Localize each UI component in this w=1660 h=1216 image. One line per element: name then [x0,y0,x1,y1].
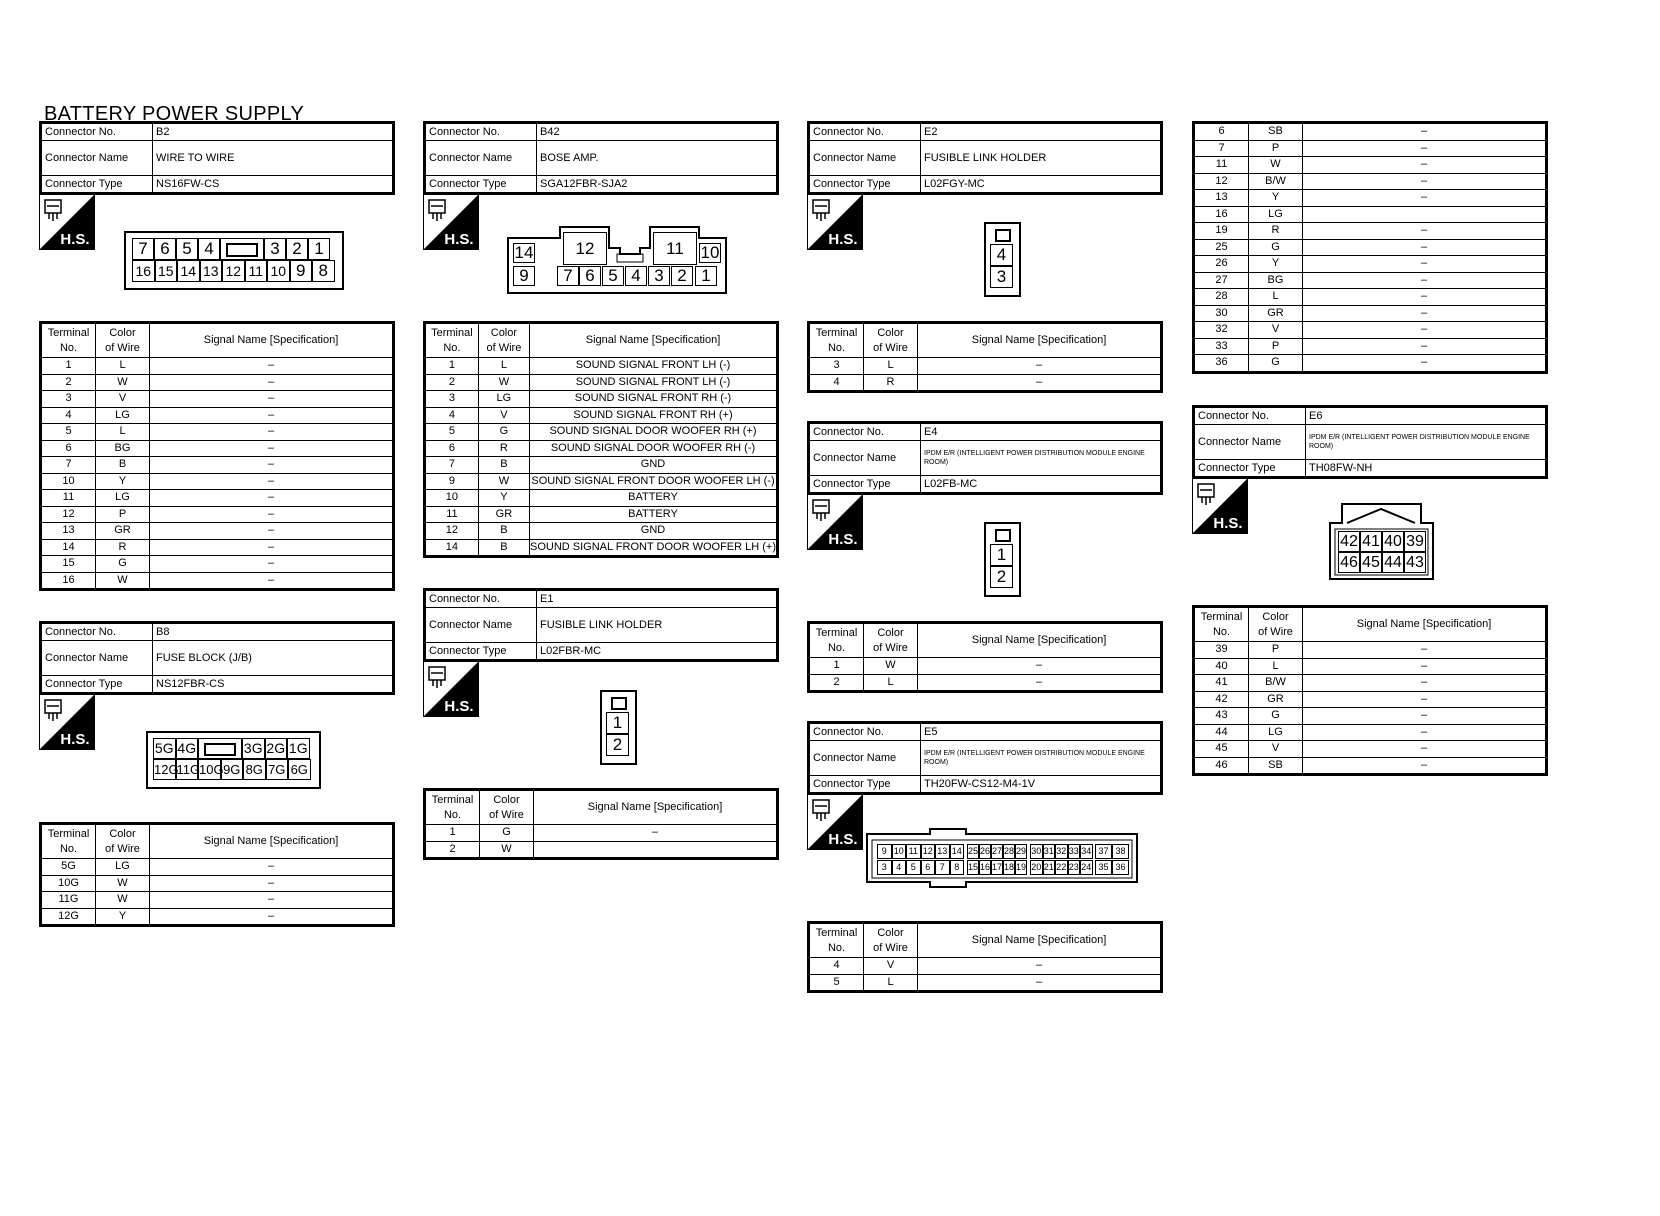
terminal-cell: 6 [579,266,601,286]
terminal-cell: 4 [198,238,220,260]
terminal-no-header: Terminal No. [426,324,479,358]
table-row: 10G W – [42,875,393,892]
table-row: 10 Y BATTERY [426,490,777,507]
key-slot [198,738,242,759]
hs-icon [423,661,479,717]
connector-no-label: Connector No. [1195,408,1306,425]
connector-face-e2 [984,222,1021,297]
terminal-cell: 5G [153,738,176,759]
signal-name-header: Signal Name [Specification] [918,324,1161,358]
connector-no-label: Connector No. [810,124,921,141]
connector-type-value: SGA12FBR-SJA2 [537,176,777,193]
info-b8 [39,621,395,695]
color-of-wire-header: Color of Wire [1249,608,1303,642]
terminal-no-header: Terminal No. [42,324,96,358]
signal-name-header: Signal Name [Specification] [1303,608,1546,642]
svg-text:H.S.: H.S. [60,731,90,748]
terminal-cell: 1 [308,238,330,260]
terminal-cell: 27 [991,844,1003,859]
connector-no-value: E6 [1306,408,1546,425]
terminal-table-b42 [423,321,779,558]
terminal-cell: 40 [1382,531,1404,552]
table-row: 7 B – [42,457,393,474]
table-row: 30 GR – [1195,305,1546,322]
terminal-cell: 7G [266,759,289,780]
signal-name-header: Signal Name [Specification] [918,924,1161,958]
table-row: 33 P – [1195,338,1546,355]
color-of-wire-header: Color of Wire [864,324,918,358]
terminal-cell: 9 [513,266,535,286]
table-row: 1 L SOUND SIGNAL FRONT LH (-) [426,358,777,375]
hs-icon [39,194,95,250]
terminal-cell: 16 [979,860,991,875]
signal-name-header: Signal Name [Specification] [150,324,393,358]
connector-type-value: NS12FBR-CS [153,676,393,693]
table-row: 14 R – [42,539,393,556]
terminal-cell: 12 [222,260,245,282]
terminal-cell: 10 [892,844,907,859]
terminal-cell: 1 [990,544,1013,566]
terminal-cell: 10G [198,759,221,780]
svg-text:H.S.: H.S. [828,531,858,548]
connector-no-value: E1 [537,591,777,608]
terminal-cell: 2G [265,738,288,759]
terminal-table-b2 [39,321,395,591]
table-row: 6 BG – [42,440,393,457]
terminal-cell: 23 [1068,860,1081,875]
terminal-cell: 2 [990,566,1013,588]
connector-name-value: IPDM E/R (INTELLIGENT POWER DISTRIBUTION MODULE ENGINE ROOM) [921,441,1161,476]
signal-name-header: Signal Name [Specification] [530,324,777,358]
table-row: 40 L – [1195,658,1546,675]
table-row: 3 V – [42,391,393,408]
table-row: 12G Y – [42,908,393,925]
terminal-table-e1 [423,788,779,860]
color-of-wire-header: Color of Wire [96,825,150,859]
connector-no-label: Connector No. [42,624,153,641]
terminal-table-b8 [39,822,395,927]
table-row: 11 LG – [42,490,393,507]
terminal-cell: 22 [1055,860,1068,875]
terminal-cell: 28 [1003,844,1015,859]
terminal-cell: 3 [990,266,1013,288]
table-row: 4 V – [810,958,1161,975]
connector-type-value: L02FBR-MC [537,643,777,660]
terminal-cell: 35 [1095,860,1112,875]
terminal-cell: 19 [1015,860,1027,875]
terminal-cell: 7 [557,266,579,286]
terminal-cell: 18 [1003,860,1015,875]
info-e6 [1192,405,1548,479]
key-slot [995,529,1011,542]
connector-name-value: WIRE TO WIRE [153,141,393,176]
terminal-cell: 3G [242,738,265,759]
connector-name-label: Connector Name [426,608,537,643]
table-row: 6 SB – [1195,124,1546,141]
terminal-no-header: Terminal No. [810,924,864,958]
terminal-cell: 30 [1030,844,1043,859]
terminal-cell: 4G [176,738,199,759]
table-row: 9 W SOUND SIGNAL FRONT DOOR WOOFER LH (-) [426,473,777,490]
connector-no-value: B42 [537,124,777,141]
table-row: 43 G – [1195,708,1546,725]
hs-icon [39,694,95,750]
terminal-cell: 21 [1043,860,1056,875]
terminal-cell: 34 [1080,844,1093,859]
connector-face-e1 [600,690,637,765]
table-row: 12 B GND [426,523,777,540]
connector-name-value: FUSE BLOCK (J/B) [153,641,393,676]
terminal-cell: 2 [606,734,629,756]
terminal-table-e5-continued [1192,121,1548,374]
info-e4 [807,421,1163,495]
svg-text:H.S.: H.S. [1213,515,1243,532]
table-row: 4 R – [810,374,1161,391]
table-row: 1 W – [810,658,1161,675]
connector-name-label: Connector Name [810,441,921,476]
signal-name-header: Signal Name [Specification] [150,825,393,859]
terminal-cell: 9 [877,844,892,859]
table-row: 39 P – [1195,642,1546,659]
terminal-cell: 5 [602,266,624,286]
connector-no-value: E5 [921,724,1161,741]
terminal-cell: 5 [906,860,921,875]
terminal-cell: 7 [132,238,154,260]
info-b42 [423,121,779,195]
terminal-cell: 16 [132,260,155,282]
table-row: 11 W – [1195,157,1546,174]
connector-type-value: L02FGY-MC [921,176,1161,193]
terminal-cell: 25 [967,844,979,859]
svg-text:H.S.: H.S. [828,231,858,248]
connector-type-label: Connector Type [42,176,153,193]
terminal-cell: 24 [1080,860,1093,875]
terminal-cell: 12 [563,232,607,265]
connector-type-label: Connector Type [42,676,153,693]
terminal-table-e5 [807,921,1163,993]
terminal-cell: 12 [921,844,936,859]
table-row: 5G LG – [42,859,393,876]
table-row: 12 P – [42,506,393,523]
table-row: 7 P – [1195,140,1546,157]
terminal-cell: 42 [1338,531,1360,552]
connector-type-label: Connector Type [426,643,537,660]
connector-type-value: NS16FW-CS [153,176,393,193]
terminal-cell: 4 [990,244,1013,266]
hs-icon [807,794,863,850]
table-row: 41 B/W – [1195,675,1546,692]
table-row: 26 Y – [1195,256,1546,273]
connector-no-label: Connector No. [426,124,537,141]
connector-no-value: E4 [921,424,1161,441]
terminal-cell: 14 [514,243,534,262]
table-row: 2 W [426,841,777,858]
terminal-no-header: Terminal No. [810,624,864,658]
terminal-cell: 2 [286,238,308,260]
connector-no-label: Connector No. [810,424,921,441]
terminal-cell: 46 [1338,552,1360,573]
color-of-wire-header: Color of Wire [96,324,150,358]
info-e2 [807,121,1163,195]
terminal-no-header: Terminal No. [810,324,864,358]
table-row: 27 BG – [1195,272,1546,289]
connector-name-label: Connector Name [810,741,921,776]
table-row: 10 Y – [42,473,393,490]
hs-icon [807,494,863,550]
connector-type-label: Connector Type [1195,460,1306,477]
signal-name-header: Signal Name [Specification] [534,791,777,825]
table-row: 2 L – [810,674,1161,691]
terminal-cell: 8 [950,860,965,875]
table-row: 4 LG – [42,407,393,424]
info-b2 [39,121,395,195]
terminal-cell: 9G [221,759,244,780]
table-row: 2 W SOUND SIGNAL FRONT LH (-) [426,374,777,391]
connector-face-b8 [146,731,321,789]
terminal-table-e2 [807,321,1163,393]
connector-face-e5 [866,828,1138,888]
table-row: 28 L – [1195,289,1546,306]
terminal-cell: 45 [1360,552,1382,573]
terminal-cell: 1 [606,712,629,734]
connector-name-label: Connector Name [810,141,921,176]
terminal-cell: 1G [287,738,310,759]
table-row: 16 W – [42,572,393,589]
connector-name-value: FUSIBLE LINK HOLDER [921,141,1161,176]
connector-face-b2 [124,231,344,290]
table-row: 11 GR BATTERY [426,506,777,523]
table-row: 42 GR – [1195,691,1546,708]
svg-text:H.S.: H.S. [444,698,474,715]
svg-text:H.S.: H.S. [444,231,474,248]
terminal-cell: 29 [1015,844,1027,859]
terminal-cell: 6G [288,759,311,780]
table-row: 13 GR – [42,523,393,540]
table-row: 7 B GND [426,457,777,474]
terminal-cell: 38 [1112,844,1129,859]
terminal-cell: 12G [153,759,176,780]
info-e5 [807,721,1163,795]
terminal-cell: 31 [1043,844,1056,859]
table-row: 1 G – [426,825,777,842]
signal-name-header: Signal Name [Specification] [918,624,1161,658]
table-row: 5 L – [810,974,1161,991]
terminal-cell: 9 [290,260,313,282]
terminal-cell: 8G [243,759,266,780]
key-slot [995,229,1011,242]
terminal-cell: 8 [312,260,335,282]
terminal-cell: 37 [1095,844,1112,859]
connector-name-label: Connector Name [1195,425,1306,460]
terminal-cell: 6 [921,860,936,875]
terminal-cell: 3 [648,266,670,286]
terminal-cell: 3 [877,860,892,875]
terminal-cell: 3 [264,238,286,260]
color-of-wire-header: Color of Wire [864,624,918,658]
terminal-table-e6 [1192,605,1548,776]
terminal-cell: 11G [176,759,199,780]
connector-no-value: B8 [153,624,393,641]
connector-face-e6 [1329,503,1434,580]
table-row: 2 W – [42,374,393,391]
terminal-cell: 14 [950,844,965,859]
connector-face-b42 [507,226,727,294]
table-row: 12 B/W – [1195,173,1546,190]
terminal-cell: 4 [625,266,647,286]
terminal-cell: 1 [695,266,717,286]
table-row: 14 B SOUND SIGNAL FRONT DOOR WOOFER LH (+) [426,539,777,556]
terminal-cell: 15 [155,260,178,282]
svg-text:H.S.: H.S. [60,231,90,248]
info-e1 [423,588,779,662]
hs-icon [1192,478,1248,534]
connector-type-label: Connector Type [810,476,921,493]
terminal-cell: 20 [1030,860,1043,875]
terminal-cell: 2 [671,266,693,286]
table-row: 3 LG SOUND SIGNAL FRONT RH (-) [426,391,777,408]
connector-face-e4 [984,522,1021,597]
connector-name-value: IPDM E/R (INTELLIGENT POWER DISTRIBUTION MODULE ENGINE ROOM) [1306,425,1546,460]
terminal-no-header: Terminal No. [42,825,96,859]
terminal-cell: 43 [1404,552,1426,573]
terminal-cell: 13 [935,844,950,859]
terminal-cell: 10 [267,260,290,282]
terminal-cell: 10 [700,243,720,262]
table-row: 16 LG [1195,206,1546,223]
terminal-cell: 26 [979,844,991,859]
terminal-cell: 4 [892,860,907,875]
hs-icon [807,194,863,250]
table-row: 32 V – [1195,322,1546,339]
terminal-cell: 33 [1068,844,1081,859]
connector-no-label: Connector No. [810,724,921,741]
connector-type-label: Connector Type [810,176,921,193]
key-slot [611,697,627,710]
connector-type-value: TH08FW-NH [1306,460,1546,477]
terminal-cell: 17 [991,860,1003,875]
connector-type-value: TH20FW-CS12-M4-1V [921,776,1161,793]
terminal-no-header: Terminal No. [1195,608,1249,642]
connector-no-value: B2 [153,124,393,141]
connector-name-label: Connector Name [42,641,153,676]
connector-name-value: FUSIBLE LINK HOLDER [537,608,777,643]
connector-name-value: BOSE AMP. [537,141,777,176]
connector-type-label: Connector Type [810,776,921,793]
terminal-cell: 7 [935,860,950,875]
connector-no-label: Connector No. [426,591,537,608]
terminal-cell: 44 [1382,552,1404,573]
color-of-wire-header: Color of Wire [478,324,529,358]
terminal-table-e4 [807,621,1163,693]
table-row: 25 G – [1195,239,1546,256]
table-row: 5 L – [42,424,393,441]
terminal-cell: 11 [653,232,697,265]
terminal-cell: 13 [200,260,223,282]
connector-no-label: Connector No. [42,124,153,141]
color-of-wire-header: Color of Wire [864,924,918,958]
table-row: 19 R – [1195,223,1546,240]
table-row: 5 G SOUND SIGNAL DOOR WOOFER RH (+) [426,424,777,441]
terminal-cell: 11 [906,844,921,859]
table-row: 1 L – [42,358,393,375]
connector-name-label: Connector Name [42,141,153,176]
hs-icon [423,194,479,250]
table-row: 44 LG – [1195,724,1546,741]
connector-name-label: Connector Name [426,141,537,176]
key-slot [220,238,264,260]
table-row: 15 G – [42,556,393,573]
color-of-wire-header: Color of Wire [480,791,534,825]
terminal-cell: 5 [176,238,198,260]
terminal-cell: 15 [967,860,979,875]
terminal-cell: 14 [177,260,200,282]
terminal-cell: 6 [154,238,176,260]
connector-name-value: IPDM E/R (INTELLIGENT POWER DISTRIBUTION MODULE ENGINE ROOM) [921,741,1161,776]
terminal-cell: 32 [1055,844,1068,859]
connector-no-value: E2 [921,124,1161,141]
table-row: 6 R SOUND SIGNAL DOOR WOOFER RH (-) [426,440,777,457]
terminal-cell: 36 [1112,860,1129,875]
table-row: 3 L – [810,358,1161,375]
table-row: 13 Y – [1195,190,1546,207]
terminal-cell: 41 [1360,531,1382,552]
connector-type-label: Connector Type [426,176,537,193]
table-row: 36 G – [1195,355,1546,372]
connector-type-value: L02FB-MC [921,476,1161,493]
table-row: 45 V – [1195,741,1546,758]
terminal-cell: 39 [1404,531,1426,552]
table-row: 11G W – [42,892,393,909]
table-row: 46 SB – [1195,757,1546,774]
terminal-cell: 11 [245,260,268,282]
terminal-no-header: Terminal No. [426,791,480,825]
page-title: BATTERY POWER SUPPLY [44,103,305,125]
svg-text:H.S.: H.S. [828,831,858,848]
table-row: 4 V SOUND SIGNAL FRONT RH (+) [426,407,777,424]
